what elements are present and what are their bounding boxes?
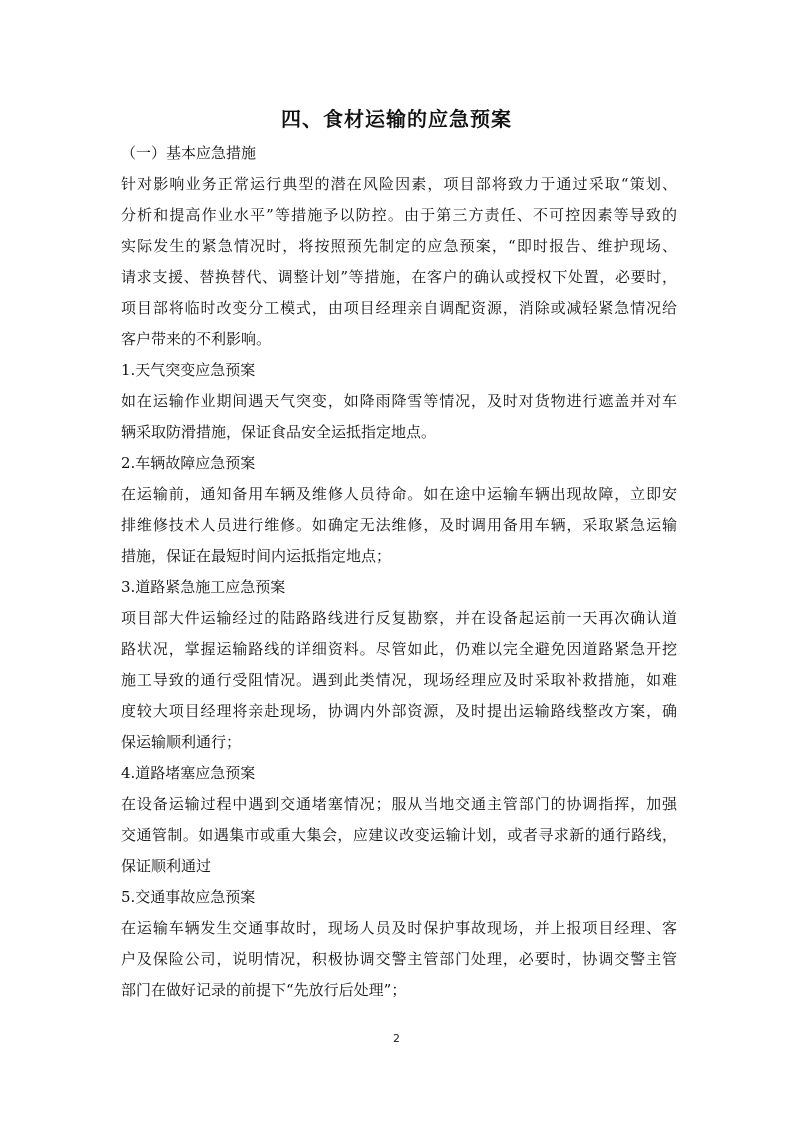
paragraph-line: 实际发生的紧急情况时，将按照预先制定的应急预案，“即时报告、维护现场、: [121, 237, 677, 255]
document-body: [121, 138, 677, 1006]
paragraph-line: 请求支援、替换替代、调整计划”等措施，在客户的确认或授权下处置，必要时，: [121, 268, 677, 286]
paragraph-line: 在运输前，通知备用车辆及维修人员待命。如在途中运输车辆出现故障，立即安: [121, 485, 677, 503]
page-title: 四、食材运输的应急预案: [281, 107, 512, 131]
subsection-heading: 3.道路紧急施工应急预案: [121, 578, 286, 596]
paragraph-line: 交通管制。如遇集市或重大集会，应建议改变运输计划，或者寻求新的通行路线，: [121, 826, 677, 844]
paragraph-line: 措施，保证在最短时间内运抵指定地点；: [121, 547, 392, 565]
paragraph-line: 户及保险公司，说明情况，积极协调交警主管部门处理，必要时，协调交警主管: [121, 950, 677, 968]
paragraph-line: 在设备运输过程中遇到交通堵塞情况；服从当地交通主管部门的协调指挥，加强: [121, 795, 677, 813]
paragraph-line: 项目部大件运输经过的陆路路线进行反复勘察，并在设备起运前一天再次确认道: [121, 609, 677, 627]
paragraph-line: 路状况，掌握运输路线的详细资料。尽管如此，仍难以完全避免因道路紧急开挖: [121, 640, 677, 658]
page-number: 2: [393, 1032, 400, 1045]
subsection-heading: 2.车辆故障应急预案: [121, 454, 256, 472]
paragraph-line: 施工导致的通行受阻情况。遇到此类情况，现场经理应及时采取补救措施，如难: [121, 671, 677, 689]
section-heading: （一）基本应急措施: [121, 144, 257, 162]
paragraph-line: 部门在做好记录的前提下“先放行后处理”；: [121, 981, 407, 999]
paragraph-line: 辆采取防滑措施，保证食品安全运抵指定地点。: [121, 423, 437, 441]
paragraph-line: 保证顺利通过: [121, 857, 212, 875]
paragraph-line: 分析和提高作业水平”等措施予以防控。由于第三方责任、不可控因素等导致的: [121, 206, 677, 224]
paragraph-line: 针对影响业务正常运行典型的潜在风险因素，项目部将致力于通过采取“策划、: [121, 175, 677, 193]
paragraph-line: 排维修技术人员进行维修。如确定无法维修，及时调用备用车辆，采取紧急运输: [121, 516, 677, 534]
paragraph-line: 度较大项目经理将亲赴现场，协调内外部资源，及时提出运输路线整改方案，确: [121, 702, 677, 720]
paragraph-line: 客户带来的不利影响。: [121, 330, 272, 348]
subsection-heading: 1.天气突变应急预案: [121, 361, 256, 379]
paragraph-line: 如在运输作业期间遇天气突变，如降雨降雪等情况，及时对货物进行遮盖并对车: [121, 392, 677, 410]
paragraph-line: 保运输顺利通行；: [121, 733, 242, 751]
paragraph-line: 在运输车辆发生交通事故时，现场人员及时保护事故现场，并上报项目经理、客: [121, 919, 677, 937]
paragraph-line: 项目部将临时改变分工模式，由项目经理亲自调配资源，消除或减轻紧急情况给: [121, 299, 677, 317]
subsection-heading: 5.交通事故应急预案: [121, 888, 256, 906]
subsection-heading: 4.道路堵塞应急预案: [121, 764, 256, 782]
